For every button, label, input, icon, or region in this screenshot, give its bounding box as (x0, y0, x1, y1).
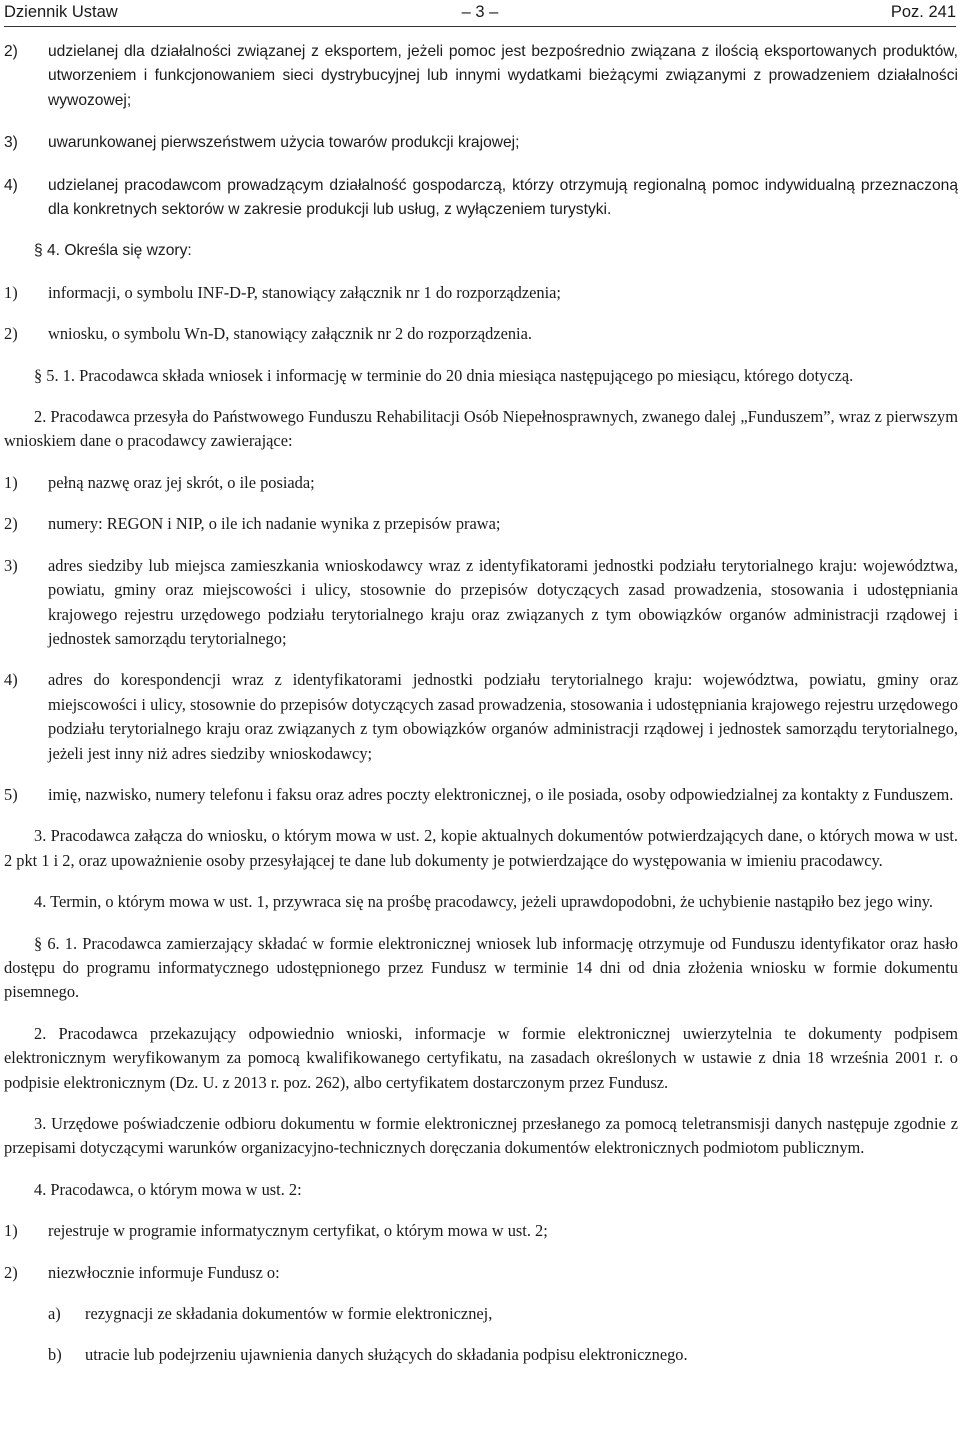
sub-list-item (4, 1302, 958, 1326)
list-text: uwarunkowanej pierwszeństwem użycia towarów produkcji krajowej; (48, 134, 520, 152)
list-number: 1) (4, 472, 18, 492)
list-item (4, 783, 958, 807)
list-text: informacji, o symbolu INF-D-P, stanowiący załącznik nr 1 do rozporządzenia; (48, 282, 561, 302)
paragraph: 3. Urzędowe poświadczenie odbioru dokumentu w formie elektronicznej przesłanego za pomocą teletransmisji danych następuje zgodnie z przepisami dotyczącymi warunków organizacyjno-technicznych doręczania dokumentów elektronicznych podmiotom publicznym. (4, 1114, 958, 1158)
list-number: 2) (4, 514, 18, 534)
list-text: rejestruje w programie informatycznym certyfikat, o którym mowa w ust. 2; (48, 1221, 548, 1241)
list-item (4, 554, 958, 652)
sub-list-text: rezygnacji ze składania dokumentów w formie elektronicznej, (85, 1304, 493, 1324)
list-item (4, 1261, 958, 1285)
list-number: 3) (4, 555, 18, 575)
list-number: 3) (4, 134, 18, 152)
list-text: imię, nazwisko, numery telefonu i faksu oraz adres poczty elektronicznej, o ile posiada, osoby odpowiedzialnej za kontakty z Funduszem. (48, 784, 954, 804)
list-item (4, 471, 958, 495)
paragraph: 2. Pracodawca przesyła do Państwowego Funduszu Rehabilitacji Osób Niepełnosprawnych, zwanego dalej „Funduszem”, wraz z pierwszym wnioskiem dane o pracodawcy zawierające: (4, 407, 958, 451)
paragraph: § 6. 1. Pracodawca zamierzający składać w formie elektronicznej wniosek lub informację otrzymuje od Funduszu identyfikator oraz hasło dostępu do programu informatycznego udostępnionego przez Fundusz w terminie 14 dni od dnia złożenia wniosku w formie dokumentu pisemnego. (4, 933, 958, 1002)
list-item (4, 131, 958, 155)
list-item (4, 322, 958, 346)
list-item (4, 1219, 958, 1243)
list-number: 2) (4, 1262, 18, 1282)
list-number: 1) (4, 1221, 18, 1241)
sub-list-letter: a) (48, 1304, 61, 1324)
paragraph: 4. Pracodawca, o którym mowa w ust. 2: (34, 1179, 302, 1199)
sub-list-letter: b) (48, 1345, 62, 1365)
list-text: pełną nazwę oraz jej skrót, o ile posiada; (48, 472, 315, 492)
paragraph: § 4. Określa się wzory: (34, 242, 192, 260)
page-header (4, 0, 956, 27)
list-item (4, 281, 958, 305)
page-number: – 3 – (461, 3, 499, 21)
list-number: 2) (4, 43, 18, 60)
list-number: 4) (4, 176, 18, 194)
list-text: adres do korespondencji wraz z identyfikatorami jednostki podziału terytorialnego kraju: województwa, powiatu, gminy oraz miejscowości i ulicy, stosownie do przepisów dotyczących zasad prowadzenia, stosowania i udostępniania krajowego rejestru urzędowego podziału terytorialnego kraju oraz związanych z tym obowiązków organów administracji rządowej i jednostek samorządu terytorialnego, jeżeli jest inny niż adres siedziby wnioskodawcy; (48, 670, 958, 763)
list-text: udzielanej pracodawcom prowadzącym działalność gospodarczą, którzy otrzymują regionalną pomoc indywidualną przeznaczoną dla konkretnych sektorów w zakresie produkcji lub usług, z wyłączeniem turystyki. (48, 176, 958, 219)
list-text: niezwłocznie informuje Fundusz o: (48, 1262, 280, 1282)
document-body (4, 40, 958, 1368)
paragraph: 3. Pracodawca załącza do wniosku, o którym mowa w ust. 2, kopie aktualnych dokumentów potwierdzających dane, o których mowa w ust. 2 pkt 1 i 2, oraz upoważnienie osoby przesyłającej te dane lub dokumenty je potwierdzające do występowania w imieniu pracodawcy. (4, 826, 958, 870)
list-item (4, 668, 958, 766)
list-item (4, 512, 958, 536)
list-item (4, 174, 958, 223)
list-number: 1) (4, 282, 18, 302)
list-text: numery: REGON i NIP, o ile ich nadanie wynika z przepisów prawa; (48, 514, 501, 534)
list-text: adres siedziby lub miejsca zamieszkania wnioskodawcy wraz z identyfikatorami jednostki podziału terytorialnego kraju: województwa, powiatu, gminy oraz miejscowości i ulicy, stosownie do przepisów dotyczących zasad prowadzenia, stosowania i udostępniania krajowego rejestru urzędowego podziału terytorialnego kraju oraz związanych z tym obowiązków organów administracji rządowej i jednostek samorządu terytorialnego; (48, 555, 958, 648)
list-text: udzielanej dla działalności związanej z eksportem, jeżeli pomoc jest bezpośrednio związana z ilością eksportowanych produktów, utworzeniem i funkcjonowaniem sieci dystrybucyjnej lub innymi wydatkami bieżącymi związanymi z prowadzeniem działalności wywozowej; (48, 43, 958, 109)
list-number: 5) (4, 784, 18, 804)
paragraph: § 5. 1. Pracodawca składa wniosek i informację w terminie do 20 dnia miesiąca następującego po miesiącu, którego dotyczą. (34, 365, 854, 385)
list-item (4, 40, 958, 113)
list-number: 2) (4, 324, 18, 344)
sub-list-item (4, 1343, 958, 1367)
paragraph: 4. Termin, o którym mowa w ust. 1, przywraca się na prośbę pracodawcy, jeżeli uprawdopodobni, że uchybienie nastąpiło bez jego winy. (34, 892, 934, 912)
list-text: wniosku, o symbolu Wn-D, stanowiący załącznik nr 2 do rozporządzenia. (48, 324, 532, 344)
position-number: Poz. 241 (890, 3, 956, 21)
paragraph: 2. Pracodawca przekazujący odpowiednio wnioski, informacje w formie elektronicznej uwierzytelnia te dokumenty podpisem elektronicznym weryfikowanym za pomocą kwalifikowanego certyfikatu, na zasadach określonych w ustawie z dnia 18 września 2001 r. o podpisie elektronicznym (Dz. U. z 2013 r. poz. 262), albo certyfikatem dostarczonym przez Fundusz. (4, 1023, 958, 1092)
journal-title: Dziennik Ustaw (4, 3, 118, 21)
sub-list-text: utracie lub podejrzeniu ujawnienia danych służących do składania podpisu elektronicznego. (85, 1345, 688, 1365)
list-number: 4) (4, 670, 18, 690)
